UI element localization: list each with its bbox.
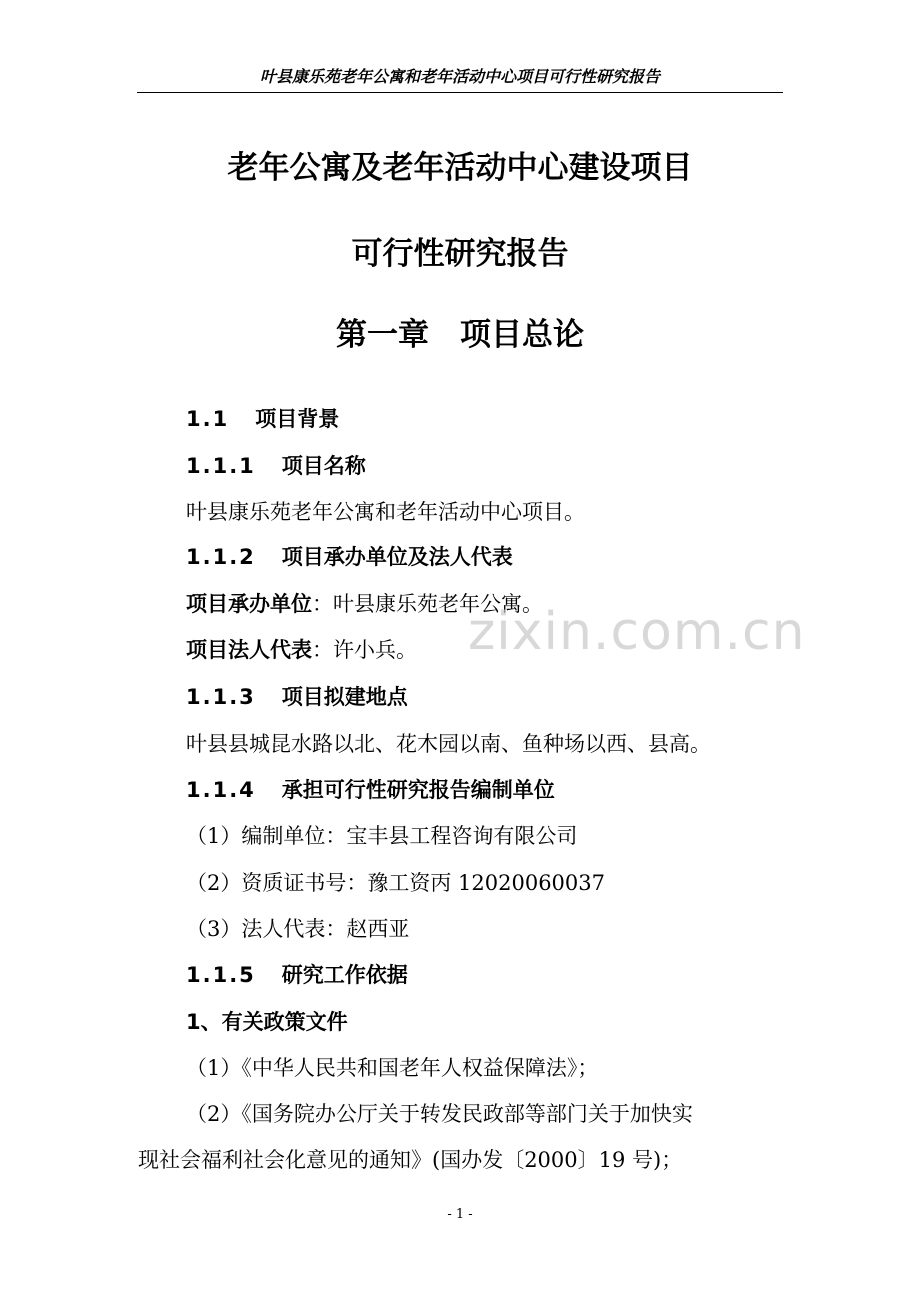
policy-item-2-line1: （2）《国务院办公厅关于转发民政部等部门关于加快实	[186, 1102, 693, 1126]
heading-1-1-title: 项目背景	[255, 407, 340, 431]
page-number: - 1 -	[447, 1207, 473, 1222]
legal-rep-label: 项目法人代表	[186, 638, 312, 662]
qualification-cert-item: （2）资质证书号：豫工资丙 12020060037	[186, 871, 606, 895]
heading-1-1-5	[186, 960, 408, 990]
policy-documents-subheading: 1、有关政策文件	[186, 1010, 348, 1034]
project-name-text: 叶县康乐苑老年公寓和老年活动中心项目。	[186, 500, 585, 524]
heading-1-1-4-title: 承担可行性研究报告编制单位	[281, 778, 555, 802]
heading-1-1-number: 1.1	[186, 407, 230, 431]
header-rule	[137, 92, 783, 93]
chapter-title: 第一章 项目总论	[336, 317, 584, 353]
policy-item-2-line2: 现社会福利社会化意见的通知》(国办发〔2000〕19 号)；	[138, 1148, 683, 1172]
heading-1-1-5-number: 1.1.5	[186, 963, 256, 987]
heading-1-1-3	[186, 682, 408, 712]
heading-1-1-5-title: 研究工作依据	[281, 963, 408, 987]
heading-1-1-2	[186, 542, 513, 572]
document-title-line1: 老年公寓及老年活动中心建设项目	[227, 150, 693, 186]
heading-1-1-2-number: 1.1.2	[186, 545, 256, 569]
heading-1-1-3-number: 1.1.3	[186, 685, 256, 709]
heading-1-1-1	[186, 451, 366, 481]
compiler-unit-item: （1）编制单位：宝丰县工程咨询有限公司	[186, 824, 578, 848]
running-header: 叶县康乐苑老年公寓和老年活动中心项目可行性研究报告	[259, 67, 660, 86]
heading-1-1-4	[186, 775, 555, 805]
policy-item-1: （1）《中华人民共和国老年人权益保障法》；	[186, 1056, 599, 1080]
heading-1-1	[186, 404, 339, 434]
heading-1-1-2-title: 项目承办单位及法人代表	[281, 545, 513, 569]
legal-rep-line	[186, 635, 417, 665]
watermark: zixin.com.cn	[468, 602, 806, 662]
document-title-line2: 可行性研究报告	[351, 236, 569, 272]
site-location-text: 叶县县城昆水路以北、花木园以南、鱼种场以西、县高。	[186, 732, 711, 756]
legal-rep-value: ：许小兵。	[312, 638, 417, 662]
heading-1-1-3-title: 项目拟建地点	[281, 685, 408, 709]
heading-1-1-4-number: 1.1.4	[186, 778, 256, 802]
undertaking-unit-label: 项目承办单位	[186, 592, 312, 616]
compiler-legal-rep-item: （3）法人代表：赵西亚	[186, 917, 410, 941]
heading-1-1-1-number: 1.1.1	[186, 454, 256, 478]
heading-1-1-1-title: 项目名称	[281, 454, 366, 478]
undertaking-unit-value: ：叶县康乐苑老年公寓。	[312, 592, 543, 616]
